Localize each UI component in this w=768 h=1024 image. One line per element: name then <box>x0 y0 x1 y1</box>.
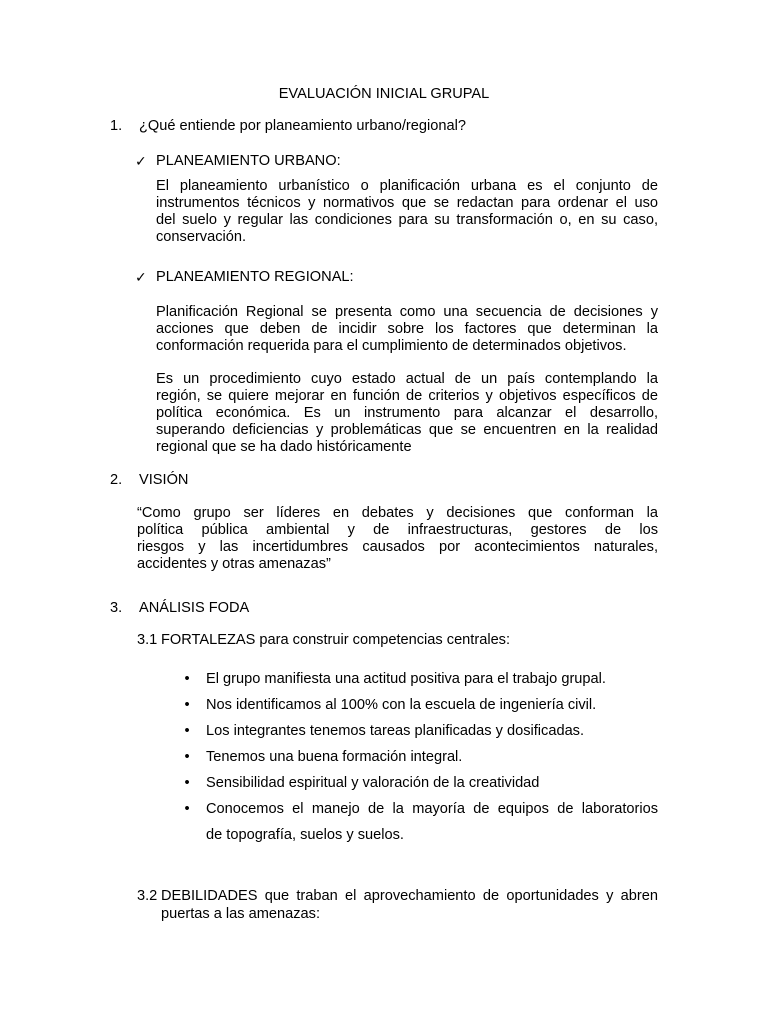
paragraph-line: del suelo y regular las condiciones para su transformación o, en su caso, <box>156 212 658 228</box>
q2-number: 2. <box>110 472 123 488</box>
q3-number: 3. <box>110 600 123 616</box>
paragraph-line: Es un procedimiento cuyo estado actual de un país contemplando la <box>156 371 658 387</box>
paragraph-line: accidentes y otras amenazas” <box>137 556 331 572</box>
regional-heading: PLANEAMIENTO REGIONAL: <box>156 269 354 285</box>
list-item: Conocemos el manejo de la mayoría de equipos de laboratorios <box>206 801 658 817</box>
regional-paragraph-2 <box>156 371 658 456</box>
debilidades-number: 3.2 <box>137 888 158 904</box>
check-icon: ✓ <box>135 153 147 169</box>
bullet-icon: • <box>184 671 190 687</box>
check-icon: ✓ <box>135 269 147 285</box>
paragraph-line: El planeamiento urbanístico o planificación urbana es el conjunto de <box>156 178 658 194</box>
fortalezas-number: 3.1 <box>137 632 158 648</box>
paragraph-line: política pública ambiental y de infraestructuras, gestores de los <box>137 522 658 538</box>
vision-paragraph <box>137 505 658 573</box>
list-item: Sensibilidad espiritual y valoración de la creatividad <box>206 775 540 791</box>
list-item: Nos identificamos al 100% con la escuela de ingeniería civil. <box>206 697 597 713</box>
paragraph-line: “Como grupo ser líderes en debates y decisiones que conforman la <box>137 505 658 521</box>
list-item: El grupo manifiesta una actitud positiva para el trabajo grupal. <box>206 671 606 687</box>
debilidades-heading: DEBILIDADES que traban el aprovechamiento de oportunidades y abren <box>161 888 658 904</box>
list-item: Los integrantes tenemos tareas planificadas y dosificadas. <box>206 723 585 739</box>
regional-paragraph-1 <box>156 304 658 355</box>
page-title: EVALUACIÓN INICIAL GRUPAL <box>278 86 490 102</box>
bullet-icon: • <box>184 801 190 817</box>
bullet-icon: • <box>184 749 190 765</box>
list-item: Tenemos una buena formación integral. <box>206 749 463 765</box>
urbano-heading: PLANEAMIENTO URBANO: <box>156 153 341 169</box>
paragraph-line: superando deficiencias y problemáticas que se encuentren en la realidad <box>156 422 658 438</box>
paragraph-line: política económica. Es un instrumento para alcanzar el desarrollo, <box>156 405 658 421</box>
paragraph-line: región, se quiere mejorar en función de criterios y objetivos específicos de <box>156 388 658 404</box>
fortalezas-heading: FORTALEZAS para construir competencias centrales: <box>161 632 511 648</box>
list-item-continuation: de topografía, suelos y suelos. <box>206 827 404 843</box>
paragraph-line: instrumentos técnicos y normativos que se redactan para ordenar el uso <box>156 195 658 211</box>
debilidades-heading-continuation: puertas a las amenazas: <box>161 906 320 922</box>
q1-number: 1. <box>110 118 123 134</box>
bullet-icon: • <box>184 775 190 791</box>
paragraph-line: Planificación Regional se presenta como una secuencia de decisiones y <box>156 304 658 320</box>
q3-heading: ANÁLISIS FODA <box>139 600 250 616</box>
paragraph-line: conformación requerida para el cumplimiento de determinados objetivos. <box>156 338 627 354</box>
paragraph-line: acciones que deben de incidir sobre los factores que determinan la <box>156 321 658 337</box>
bullet-icon: • <box>184 697 190 713</box>
paragraph-line: riesgos y las incertidumbres causados por acontecimientos naturales, <box>137 539 658 555</box>
q1-text: ¿Qué entiende por planeamiento urbano/regional? <box>139 118 466 134</box>
paragraph-line: conservación. <box>156 229 247 245</box>
q2-heading: VISIÓN <box>139 472 189 488</box>
paragraph-line: regional que se ha dado históricamente <box>156 439 412 455</box>
bullet-icon: • <box>184 723 190 739</box>
urbano-paragraph <box>156 178 658 246</box>
